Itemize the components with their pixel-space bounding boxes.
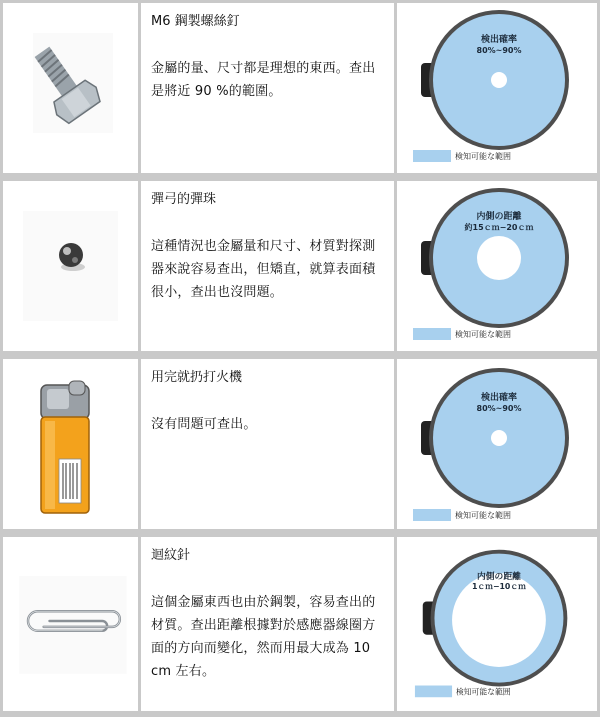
legend-swatch <box>413 509 451 521</box>
item-title: M6 鋼製螺絲釘 <box>151 14 240 29</box>
legend-swatch <box>415 686 452 698</box>
item-title: 迴紋針 <box>151 548 191 563</box>
inner-zone <box>477 236 521 280</box>
diagram-label-2: 1ｃｍ−10ｃｍ <box>471 581 526 591</box>
legend-swatch <box>413 150 451 162</box>
diagram-cell <box>397 181 597 351</box>
item-description: 這個金屬東西也由於鋼製，容易查出的材質。查出距離根據對於感應器線圈方面的方向而變化，然而用最大成為 10 cm 左右。 <box>151 595 376 679</box>
item-description: 沒有問題可查出。 <box>151 417 257 432</box>
diagram-label-1: 検出確率 <box>480 35 518 45</box>
photo-cell <box>3 3 138 173</box>
legend-label: 検知可能な範囲 <box>455 330 511 339</box>
legend-label: 検知可能な範囲 <box>455 152 511 161</box>
diagram-label-2: 約15ｃｍ−20ｃｍ <box>464 223 534 232</box>
photo-cell <box>3 537 138 711</box>
table-row <box>0 181 600 351</box>
table-row <box>0 3 600 173</box>
item-description: 這種情況也金屬量和尺寸、材質對探測器來說容易查出，但矯直，就算表面積很小，查出也沒問題。 <box>151 239 376 300</box>
diagram-cell <box>397 359 597 529</box>
inner-zone <box>491 430 507 446</box>
detection-range-diagram <box>397 181 597 351</box>
item-title: 用完就扔打火機 <box>151 370 243 385</box>
legend-label: 検知可能な範囲 <box>455 511 511 520</box>
diagram-cell <box>397 537 597 711</box>
table-row <box>0 359 600 529</box>
legend-label: 検知可能な範囲 <box>455 687 511 697</box>
diagram-label-1: 内側の距離 <box>476 212 522 222</box>
description-cell <box>141 537 394 711</box>
diagram-label-2: 80%~90% <box>476 46 522 55</box>
paper-clip-icon <box>3 537 138 707</box>
legend-swatch <box>413 328 451 340</box>
description-cell <box>141 3 394 173</box>
diagram-cell <box>397 3 597 173</box>
photo-cell <box>3 181 138 351</box>
description-cell <box>141 181 394 351</box>
inner-zone <box>491 72 507 88</box>
lighter-icon <box>3 359 138 529</box>
description-cell <box>141 359 394 529</box>
detection-range-diagram <box>397 537 597 707</box>
diagram-label-2: 80%~90% <box>476 404 522 413</box>
hex-bolt-icon <box>3 3 138 173</box>
photo-cell <box>3 359 138 529</box>
item-description: 金屬的量、尺寸都是理想的東西。查出是將近 90 %的範圍。 <box>151 61 376 99</box>
diagram-label-1: 内側の距離 <box>477 572 521 583</box>
item-title: 彈弓的彈珠 <box>151 192 217 207</box>
detection-range-diagram <box>397 359 597 529</box>
metal-ball-icon <box>3 181 138 351</box>
diagram-label-1: 検出確率 <box>480 393 518 403</box>
detection-range-diagram <box>397 3 597 173</box>
table-row <box>0 537 600 711</box>
